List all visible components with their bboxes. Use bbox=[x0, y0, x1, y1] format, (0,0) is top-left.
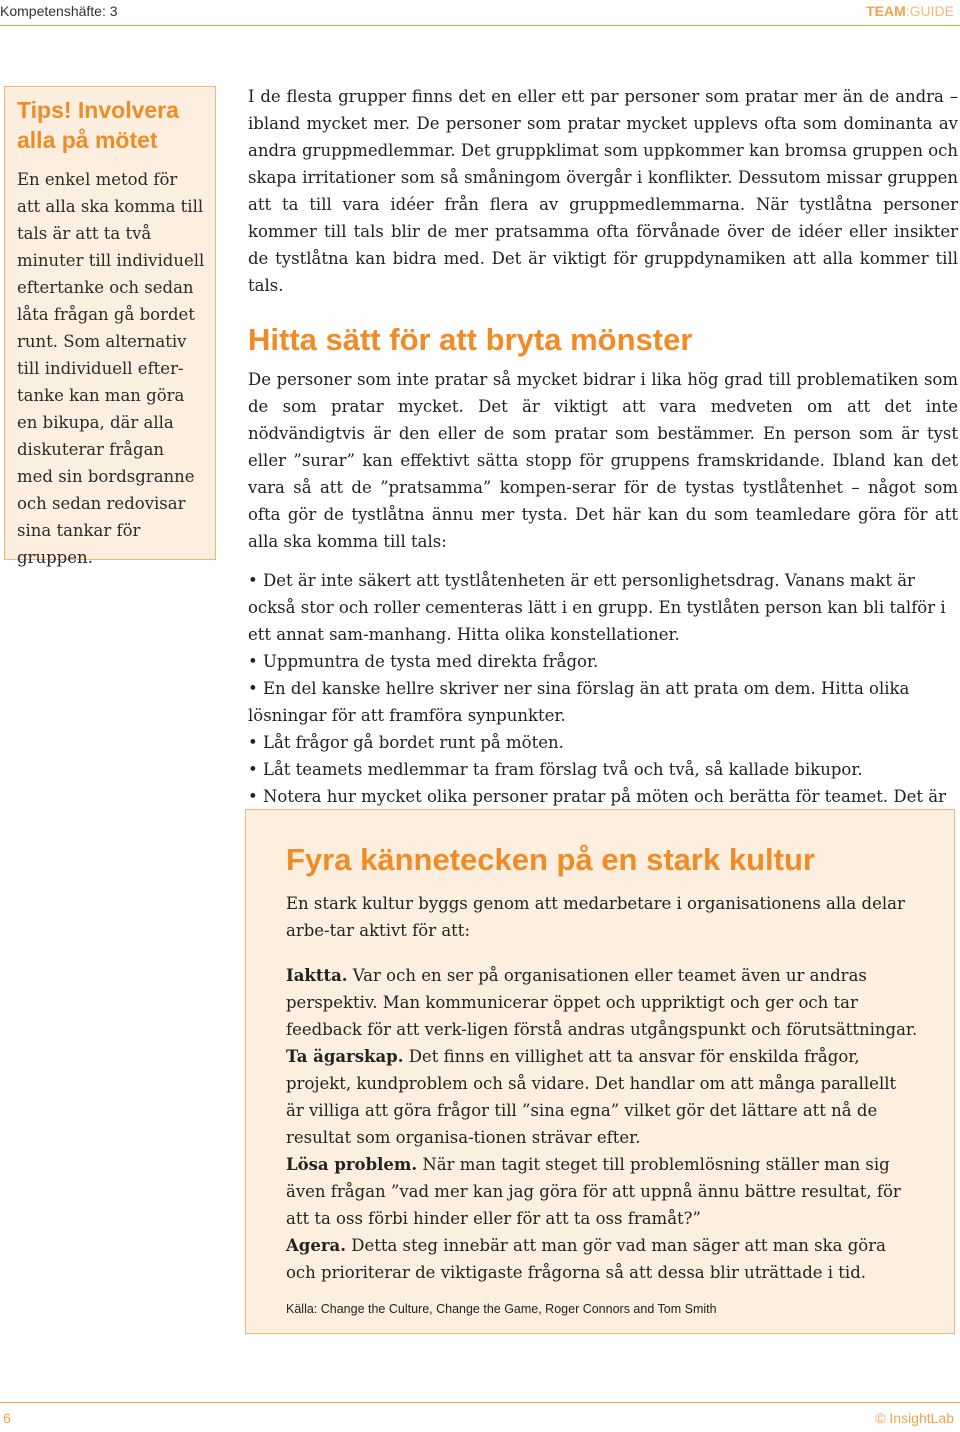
culture-box bbox=[245, 809, 955, 1334]
list-item: • Det är inte säkert att tystlåtenheten är ett personlighetsdrag. Vanans makt är också stor och roller cementeras lätt i en grupp. En tystlåten person kan bli talför i ett annat sam-manhang. Hitta olika konstellationer. bbox=[248, 567, 958, 648]
culture-intro: En stark kultur byggs genom att medarbetare i organisationens alla delar arbe-tar aktivt för att: bbox=[286, 894, 905, 940]
culture-item-term: Iaktta. bbox=[286, 966, 348, 985]
intro-paragraph: I de flesta grupper finns det en eller ett par personer som pratar mer än de andra – ibland mycket mer. De personer som pratar mycket upplevs ofta som dominanta av andra gruppmedlemmar. Det gruppklimat som uppkommer kan bromsa gruppen och skapa irritationer som så småningom övergår i konflikter. Dessutom missar gruppen att ta till vara idéer från flera av gruppmedlemmarna. När tystlåtna personer kommer till tals blir de mer pratsamma ofta förvånade över de idéer eller insikter de tystlåtna kan bidra med. Det är viktigt för gruppdynamiken att alla kommer till tals. bbox=[248, 87, 958, 295]
tips-body: En enkel metod för att alla ska komma till tals är att ta två minuter till individuell eftertanke och sedan låta frågan gå bordet runt. Som alternativ till individuell efter-tanke kan man göra en bikupa, där alla diskuterar frågan med sin bordsgranne och sedan redovisar sina tankar för gruppen. bbox=[17, 170, 205, 567]
footer-divider bbox=[0, 1402, 960, 1403]
list-item: • Uppmuntra de tysta med direkta frågor. bbox=[248, 648, 958, 675]
culture-item-text: Detta steg innebär att man gör vad man säger att man ska göra och prioriterar de viktigaste frågorna så att dessa blir uträttade i tid. bbox=[286, 1236, 886, 1282]
culture-item-term: Agera. bbox=[286, 1236, 346, 1255]
culture-item bbox=[286, 1043, 918, 1151]
brand-sep: : bbox=[905, 3, 910, 19]
list-item: • Låt teamets medlemmar ta fram förslag två och två, så kallade bikupor. bbox=[248, 756, 958, 783]
tips-list bbox=[248, 567, 958, 837]
culture-heading: Fyra kännetecken på en stark kultur bbox=[286, 842, 815, 877]
culture-item bbox=[286, 1232, 918, 1286]
culture-item bbox=[286, 962, 918, 1043]
copyright: © InsightLab bbox=[875, 1410, 954, 1426]
culture-item-text: Det finns en villighet att ta ansvar för enskilda frågor, projekt, kundproblem och så vidare. Det handlar om att många parallellt är villiga att göra frågor till ”sina egna” vilket gör det lättare att nå de resultat som organisa-tionen strävar efter. bbox=[286, 1047, 897, 1147]
culture-item bbox=[286, 1151, 918, 1232]
list-item: • En del kanske hellre skriver ner sina förslag än att prata om dem. Hitta olika lösningar för att framföra synpunkter. bbox=[248, 675, 958, 729]
culture-item-term: Lösa problem. bbox=[286, 1155, 418, 1174]
list-item: • Låt frågor gå bordet runt på möten. bbox=[248, 729, 958, 756]
section-heading: Hitta sätt för att bryta mönster bbox=[248, 322, 693, 357]
culture-item-text: När man tagit steget till problemlösning ställer man sig även frågan ”vad mer kan jag göra för att uppnå ännu bättre resultat, för att ta oss förbi hinder eller för att ta oss framåt?” bbox=[286, 1155, 901, 1228]
header-brand bbox=[866, 3, 954, 19]
brand-bold: TEAM bbox=[866, 3, 906, 19]
culture-item-text: Var och en ser på organisationen eller teamet även ur andras perspektiv. Man kommunicerar öppet och uppriktigt och ger och tar feedback för att verk-ligen förstå andras utgångspunkt och förutsättningar. bbox=[286, 966, 918, 1039]
header-divider bbox=[0, 25, 960, 26]
brand-rest: GUIDE bbox=[909, 3, 954, 19]
list-item: • Notera hur mycket olika personer pratar på möten och berätta för teamet. Det är bbox=[248, 783, 958, 837]
main-column bbox=[248, 83, 958, 837]
culture-item-term: Ta ägarskap. bbox=[286, 1047, 404, 1066]
header-section-title: Kompetenshäfte: 3 bbox=[0, 3, 118, 19]
tips-title: Tips! Involvera alla på mötet bbox=[17, 97, 179, 153]
section-body: De personer som inte pratar så mycket bidrar i lika hög grad till problematiken som de som pratar mycket. Det är viktigt att vara medveten om att det inte nödvändigtvis är den eller de som pratar som bestämmer. En person som är tyst eller ”surar” kan effektivt sätta stopp för gruppens framskridande. Ibland kan det vara så att de ”pratsamma” kompen-serar för de tystas tystlåtenhet – något som ofta gör de tystlåtna ännu mer tysta. Det här kan du som teamledare göra för att alla ska komma till tals: bbox=[248, 370, 958, 551]
source-citation: Källa: Change the Culture, Change the Game, Roger Connors and Tom Smith bbox=[286, 1302, 717, 1316]
tips-box bbox=[4, 86, 216, 567]
page-number: 6 bbox=[3, 1410, 11, 1426]
